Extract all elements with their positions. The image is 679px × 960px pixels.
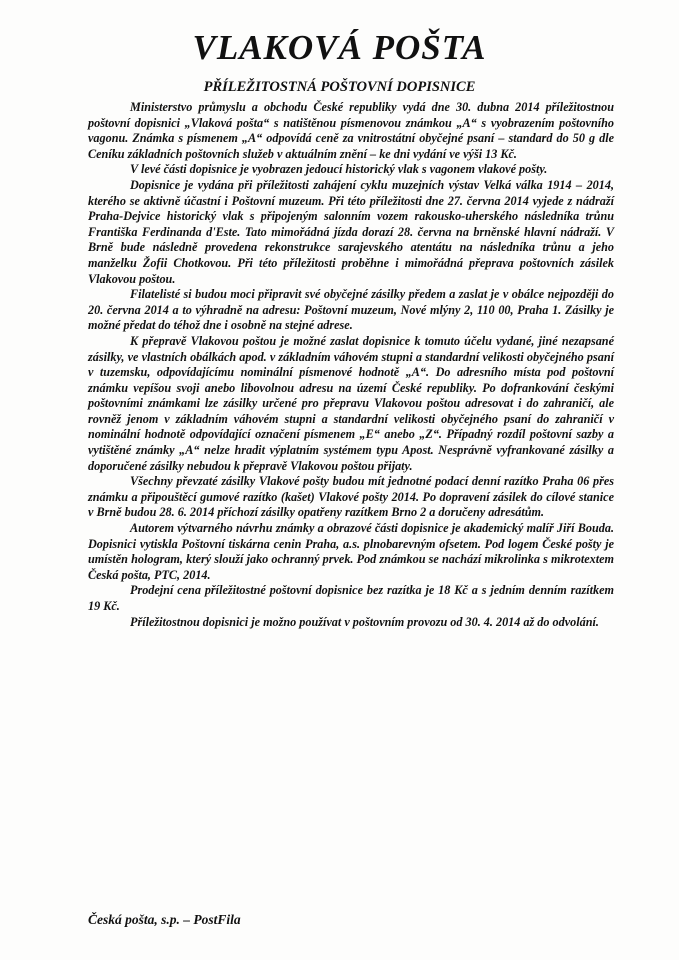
- paragraph-philatelists: Filatelisté si budou moci připravit své obyčejné zásilky předem a zaslat je v obálce nejpozději do 20. června 2014 a to výhradně na adresu: Poštovní muzeum, Nové mlýny 2, 110 00, Praha 1. Zásilky je možné předat do téhož dne i osobně na stejné adrese.: [88, 287, 614, 333]
- paragraph-transport: K přepravě Vlakovou poštou je možné zaslat dopisnice k tomuto účelu vydané, jiné nezapsané zásilky, ve vlastních obálkách apod. v základním váhovém stupni a standardní velikosti obyčejného psaní v tuzemsku, odpovídajícímu nominální písmenové hodnotě „A“. Do adresního místa pod poštovní známku vepíšou svoji anebo libovolnou adresu na území České republiky. Po dofrankování českými poštovními známkami lze zásilky určené pro přepravu Vlakovou poštou adresovat i do zahraničí, ale rovněž jenom v základním váhovém stupni a standardní velikosti obyčejného psaní do zahraničí v nominální hodnotě odpovídající označení písmenem „E“ anebo „Z“. Případný rozdíl poštovní sazby a vytištěné známky „A“ nelze hradit výplatním systémem typu Apost. Nesprávně vyfrankované zásilky a doporučené zásilky nebudou k přepravě Vlakovou poštou přijaty.: [88, 333, 614, 473]
- paragraph-image: V levé části dopisnice je vyobrazen jedoucí historický vlak s vagonem vlakové pošty.: [130, 162, 548, 177]
- paragraph-issue: Ministerstvo průmyslu a obchodu České republiky vydá dne 30. dubna 2014 příležitostnou poštovní dopisnici „Vlaková pošta“ s natištěnou písmenovou známkou „A“ s vyobrazením poštovního vagonu. Známka s písmenem „A“ odpovídá ceně za vnitrostátní obyčejné psaní – standard do 50 g dle Ceníku základních poštovních služeb v aktuálním znění – ke dni vydání ve výši 13 Kč.: [88, 100, 614, 161]
- paragraph-author: Autorem výtvarného návrhu známky a obrazové části dopisnice je akademický malíř Jiří Bouda. Dopisnici vytiskla Poštovní tiskárna cenin Praha, a.s. plnobarevným ofsetem. Pod logem České pošty je umístěn hologram, který slouží jako ochranný prvek. Pod známkou se nachází mikrolinka s mikrotextem Česká pošta, PTC, 2014.: [88, 521, 614, 582]
- document-title: VLAKOVÁ POŠTA: [192, 28, 487, 67]
- document-body: [88, 100, 614, 630]
- document-subtitle: PŘÍLEŽITOSTNÁ POŠTOVNÍ DOPISNICE: [203, 79, 476, 95]
- paragraph-validity: Příležitostnou dopisnici je možno používat v poštovním provozu od 30. 4. 2014 až do odvolání.: [130, 614, 599, 629]
- paragraph-price: Prodejní cena příležitostné poštovní dopisnice bez razítka je 18 Kč a s jedním denním razítkem 19 Kč.: [88, 583, 614, 613]
- paragraph-postmarks: Všechny převzaté zásilky Vlakové pošty budou mít jednotné podací denní razítko Praha 06 přes známku a připouštěcí gumové razítko (kašet) Vlakové pošty 2014. Po dopravení zásilek do cílové stanice v Brně budou 28. 6. 2014 příchozí zásilky opatřeny razítkem Brno 2 a doručeny adresátům.: [88, 474, 614, 520]
- paragraph-occasion: Dopisnice je vydána při příležitosti zahájení cyklu muzejních výstav Velká válka 1914 – 2014, kterého se aktivně účastní i Poštovní muzeum. Při této příležitosti dne 27. června 2014 vyjede z nádraží Praha-Dejvice historický vlak s připojeným salonním vozem rakousko-uherského následníka trůnu Františka Ferdinanda d'Este. Tato mimořádná jízda dorazí 28. června na brněnské hlavní nádraží. V Brně bude následně provedena rekonstrukce sarajevského atentátu na následníka trůnu a jeho manželku Žofii Chotkovou. Při této příležitosti proběhne i mimořádná přeprava poštovních zásilek Vlakovou poštou.: [88, 177, 614, 286]
- document-footer: Česká pošta, s.p. – PostFila: [88, 912, 241, 927]
